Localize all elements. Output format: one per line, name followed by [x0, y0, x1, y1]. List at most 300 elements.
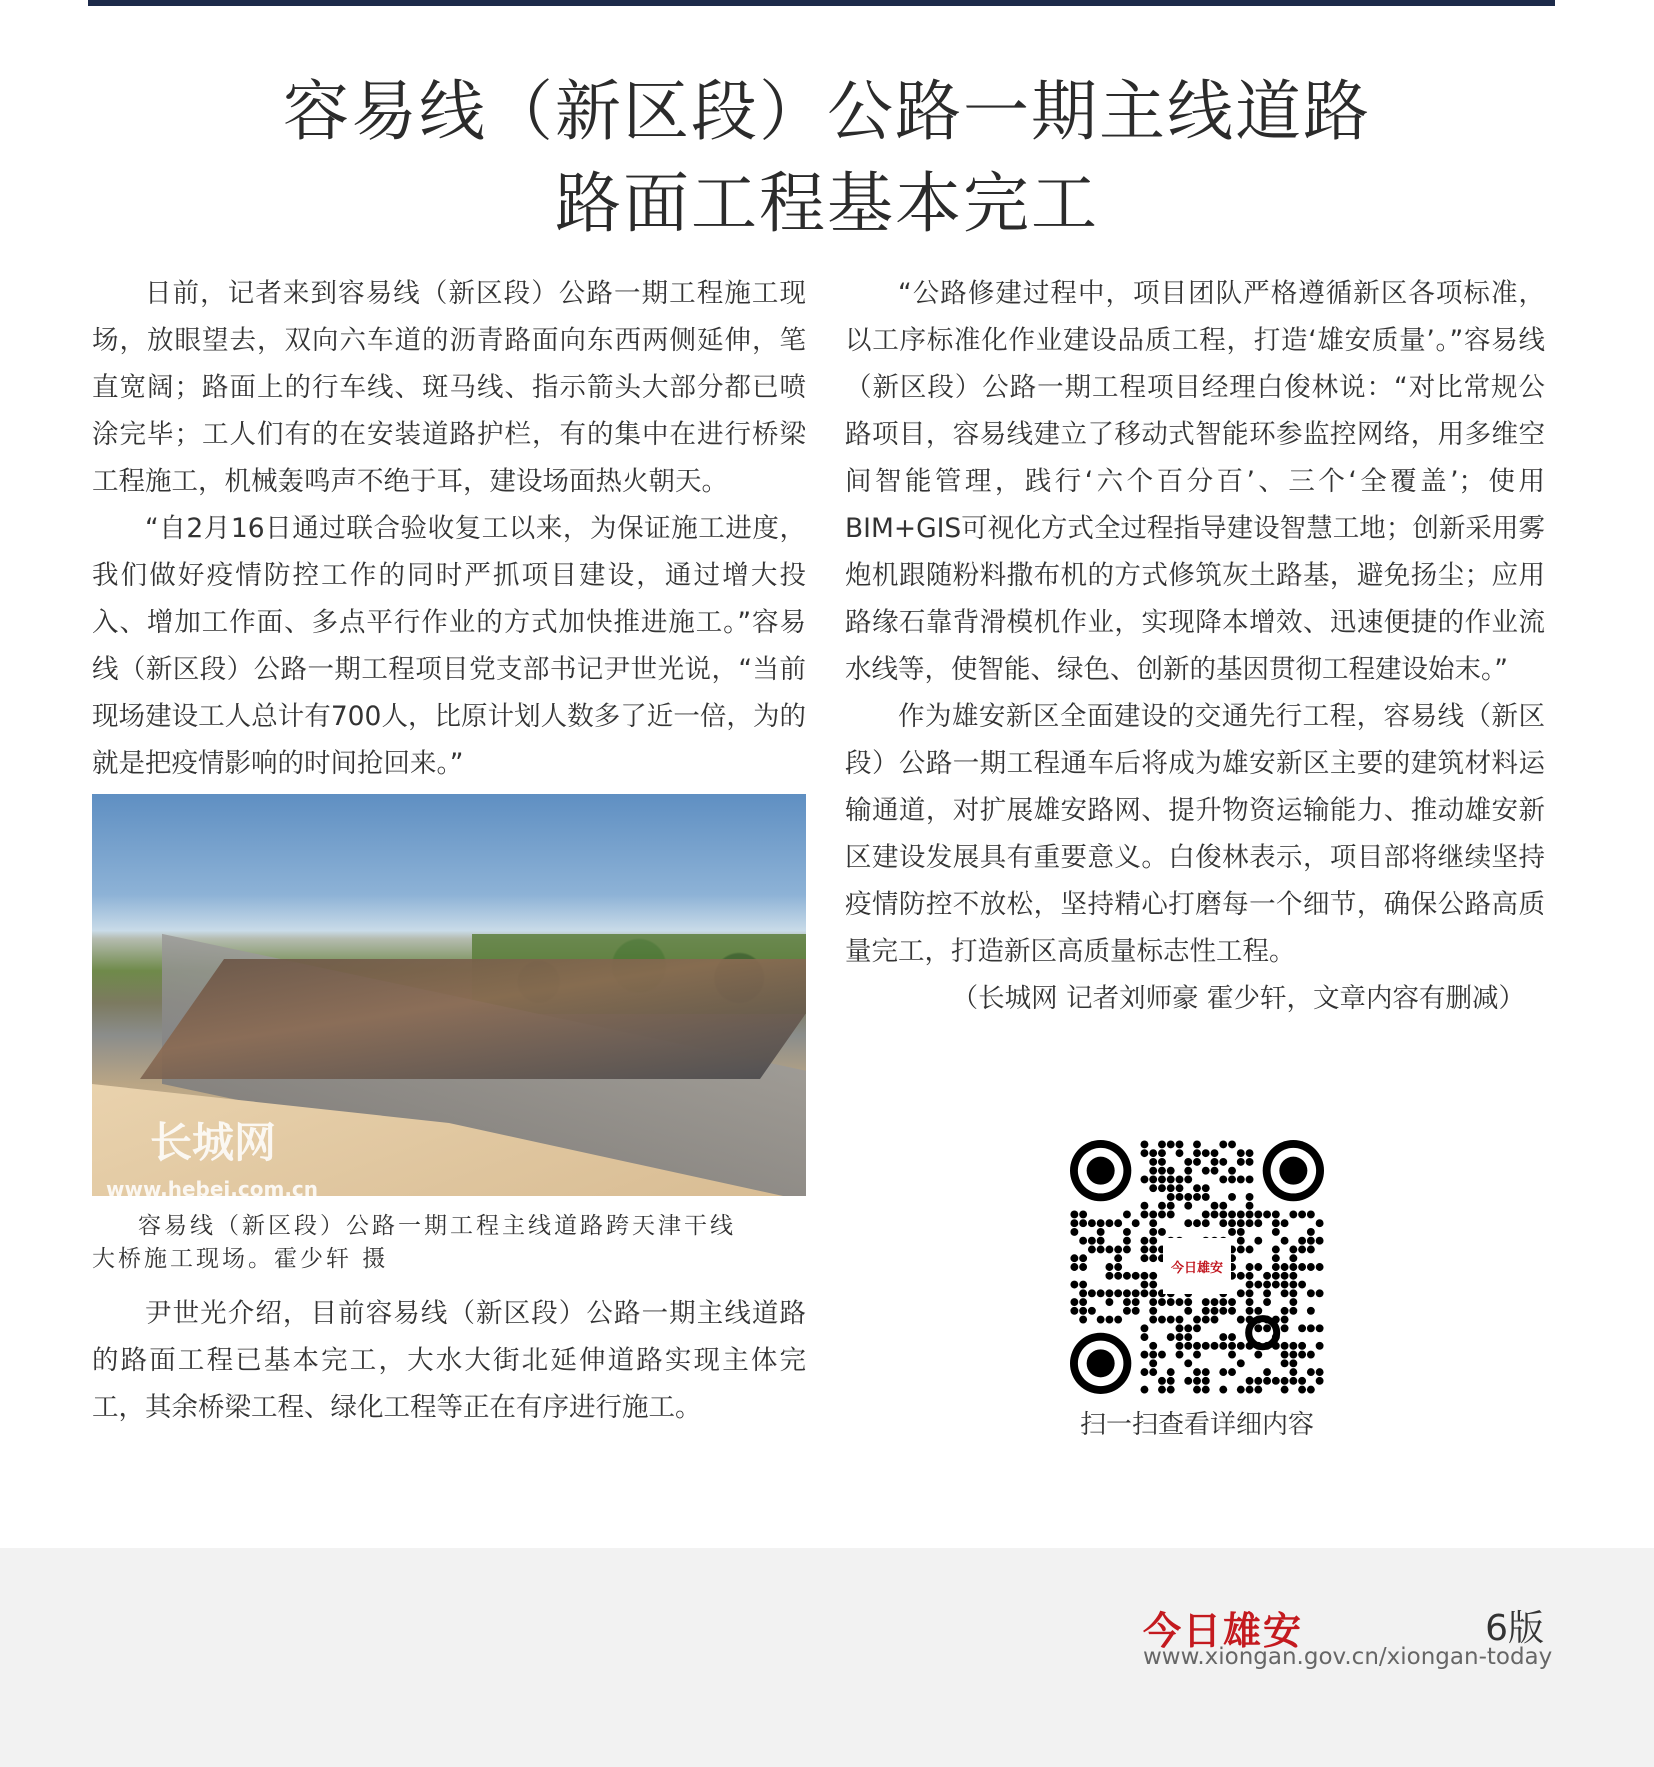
qr-module [1289, 1263, 1297, 1271]
top-rule [88, 0, 1555, 6]
photo-bridge-deck [140, 959, 806, 1079]
qr-module [1141, 1149, 1149, 1157]
qr-module [1176, 1140, 1184, 1148]
qr-module [1184, 1333, 1192, 1341]
qr-module [1211, 1316, 1219, 1324]
qr-module [1176, 1175, 1184, 1183]
qr-module [1263, 1298, 1271, 1306]
qr-module [1176, 1316, 1184, 1324]
qr-module [1254, 1219, 1262, 1227]
qr-module [1141, 1333, 1149, 1341]
qr-module [1298, 1211, 1306, 1219]
qr-module [1211, 1298, 1219, 1306]
qr-module [1263, 1272, 1271, 1280]
qr-module [1316, 1377, 1324, 1385]
qr-module [1070, 1228, 1078, 1236]
qr-module [1123, 1228, 1131, 1236]
paragraph: “公路修建过程中，项目团队严格遵循新区各项标准，以工序标准化作业建设品质工程，打造‘雄安质量’。”容易线（新区段）公路一期工程项目经理白俊林说：“对比常规公路项目，容易线建立了移动式智能环参监控网络，用多维空间智能管理，践行‘六个百分百’、三个‘全覆盖’；使用BIM+GIS可视化方式全过程指导建设智慧工地；创新采用雾炮机跟随粉料撒布机的方式修筑灰土路基，避免扬尘；应用路缘石靠背滑模机作业，实现降本增效、迅速便捷的作业流水线等，使智能、绿色、创新的基因贯彻工程建设始末。” [845, 278, 1545, 685]
qr-module [1193, 1193, 1201, 1201]
qr-module [1289, 1342, 1297, 1350]
qr-module [1141, 1202, 1149, 1210]
qr-module [1298, 1377, 1306, 1385]
qr-module [1123, 1307, 1131, 1315]
qr-module [1184, 1219, 1192, 1227]
qr-module [1167, 1316, 1175, 1324]
paragraph: 尹世光介绍，目前容易线（新区段）公路一期主线道路的路面工程已基本完工，大水大街北延伸道路实现主体完工，其余桥梁工程、绿化工程等正在有序进行施工。 [92, 1298, 806, 1423]
qr-module [1281, 1219, 1289, 1227]
qr-module [1246, 1219, 1254, 1227]
qr-module [1141, 1281, 1149, 1289]
watermark-logo: 长城网 [150, 1118, 277, 1167]
qr-module [1246, 1289, 1254, 1297]
qr-module [1079, 1237, 1087, 1245]
qr-module [1158, 1211, 1166, 1219]
qr-module [1254, 1237, 1262, 1245]
qr-module [1202, 1219, 1210, 1227]
qr-module [1079, 1263, 1087, 1271]
qr-module [1158, 1377, 1166, 1385]
qr-module [1281, 1281, 1289, 1289]
qr-module [1289, 1307, 1297, 1315]
caption-line-1: 容易线（新区段）公路一期工程主线道路跨天津干线 [138, 1213, 736, 1239]
qr-module [1149, 1219, 1157, 1227]
qr-module [1281, 1237, 1289, 1245]
qr-module [1123, 1246, 1131, 1254]
qr-module [1228, 1193, 1236, 1201]
qr-module [1167, 1368, 1175, 1376]
qr-module [1167, 1333, 1175, 1341]
qr-module [1070, 1219, 1078, 1227]
qr-module [1158, 1351, 1166, 1359]
qr-module [1246, 1158, 1254, 1166]
qr-module [1114, 1263, 1122, 1271]
qr-module [1184, 1324, 1192, 1332]
qr-module [1193, 1324, 1201, 1332]
qr-module [1141, 1246, 1149, 1254]
qr-module [1254, 1307, 1262, 1315]
qr-module [1316, 1342, 1324, 1350]
qr-module [1272, 1377, 1280, 1385]
qr-module [1149, 1175, 1157, 1183]
qr-module [1307, 1351, 1315, 1359]
qr-module [1105, 1289, 1113, 1297]
qr-module [1289, 1289, 1297, 1297]
qr-module [1149, 1298, 1157, 1306]
qr-module [1228, 1167, 1236, 1175]
qr-module [1079, 1254, 1087, 1262]
qr-module [1167, 1386, 1175, 1394]
qr-module [1272, 1254, 1280, 1262]
qr-module [1167, 1175, 1175, 1183]
qr-module [1254, 1351, 1262, 1359]
qr-module [1167, 1211, 1175, 1219]
qr-module [1158, 1140, 1166, 1148]
qr-module [1307, 1324, 1315, 1332]
qr-module [1246, 1386, 1254, 1394]
qr-module [1289, 1281, 1297, 1289]
qr-module [1228, 1175, 1236, 1183]
qr-module [1193, 1342, 1201, 1350]
qr-module [1219, 1158, 1227, 1166]
qr-module [1211, 1149, 1219, 1157]
qr-module [1132, 1298, 1140, 1306]
qr-module [1289, 1246, 1297, 1254]
qr-module [1193, 1184, 1201, 1192]
qr-module [1149, 1359, 1157, 1367]
photo-caption [92, 1210, 806, 1276]
qr-module [1316, 1237, 1324, 1245]
qr-finder-pattern [1279, 1157, 1307, 1185]
qr-module [1176, 1351, 1184, 1359]
qr-module [1237, 1158, 1245, 1166]
qr-module [1246, 1263, 1254, 1271]
headline-line-1: 容易线（新区段）公路一期主线道路 [283, 73, 1371, 150]
qr-module [1158, 1149, 1166, 1157]
qr-module [1149, 1246, 1157, 1254]
qr-module [1132, 1219, 1140, 1227]
qr-module [1193, 1316, 1201, 1324]
qr-module [1228, 1351, 1236, 1359]
footer-url[interactable]: www.xiongan.gov.cn/xiongan-today [1143, 1644, 1553, 1670]
qr-module [1246, 1193, 1254, 1201]
qr-module [1088, 1307, 1096, 1315]
page-number: 6版 [1485, 1608, 1544, 1649]
qr-module [1167, 1184, 1175, 1192]
qr-module [1202, 1298, 1210, 1306]
qr-module [1141, 1254, 1149, 1262]
qr-module [1097, 1316, 1105, 1324]
qr-module [1184, 1158, 1192, 1166]
qr-module [1149, 1281, 1157, 1289]
qr-module [1219, 1211, 1227, 1219]
qr-module [1246, 1211, 1254, 1219]
qr-module [1158, 1167, 1166, 1175]
qr-module [1307, 1263, 1315, 1271]
qr-module [1246, 1272, 1254, 1280]
article-source: （长城网 记者刘师豪 霍少轩，文章内容有删减） [951, 983, 1525, 1014]
qr-module [1246, 1246, 1254, 1254]
qr-module [1149, 1351, 1157, 1359]
qr-module [1281, 1359, 1289, 1367]
qr-module [1167, 1167, 1175, 1175]
qr-module [1105, 1263, 1113, 1271]
qr-module [1158, 1184, 1166, 1192]
qr-module [1316, 1324, 1324, 1332]
qr-module [1237, 1175, 1245, 1183]
qr-module [1079, 1316, 1087, 1324]
qr-module [1088, 1237, 1096, 1245]
qr-module [1184, 1342, 1192, 1350]
qr-module [1202, 1149, 1210, 1157]
qr-module [1079, 1211, 1087, 1219]
qr-module [1070, 1281, 1078, 1289]
qr-module [1298, 1263, 1306, 1271]
qr-module [1123, 1289, 1131, 1297]
qr-module [1228, 1368, 1236, 1376]
qr-module [1149, 1272, 1157, 1280]
qr-module [1149, 1316, 1157, 1324]
qr-module [1167, 1298, 1175, 1306]
qr-module [1316, 1289, 1324, 1297]
qr-module [1193, 1368, 1201, 1376]
qr-finder-pattern [1087, 1157, 1115, 1185]
qr-module [1307, 1237, 1315, 1245]
qr-module [1097, 1228, 1105, 1236]
qr-module [1246, 1202, 1254, 1210]
qr-module [1141, 1289, 1149, 1297]
qr-module [1263, 1281, 1271, 1289]
qr-module [1158, 1175, 1166, 1183]
qr-module [1079, 1307, 1087, 1315]
qr-module [1211, 1158, 1219, 1166]
qr-module [1149, 1228, 1157, 1236]
qr-module [1149, 1342, 1157, 1350]
qr-module [1246, 1298, 1254, 1306]
qr-module [1289, 1298, 1297, 1306]
qr-module [1237, 1386, 1245, 1394]
qr-module [1254, 1377, 1262, 1385]
qr-module [1289, 1359, 1297, 1367]
paragraph: “自2月16日通过联合验收复工以来，为保证施工进度，我们做好疫情防控工作的同时严抓项目建设，通过增大投入、增加工作面、多点平行作业的方式加快推进施工。”容易线（新区段）公路一期工程项目党支部书记尹世光说，“当前现场建设工人总计有700人，比原计划人数多了近一倍，为的就是把疫情影响的时间抢回来。” [92, 513, 806, 779]
qr-module [1237, 1289, 1245, 1297]
qr-module [1079, 1219, 1087, 1227]
qr-module [1228, 1211, 1236, 1219]
qr-module [1167, 1193, 1175, 1201]
qr-module [1307, 1386, 1315, 1394]
qr-module [1184, 1193, 1192, 1201]
qr-module [1289, 1211, 1297, 1219]
qr-module [1211, 1307, 1219, 1315]
qr-module [1289, 1377, 1297, 1385]
qr-module [1254, 1211, 1262, 1219]
qr-module [1219, 1202, 1227, 1210]
qr-module [1132, 1272, 1140, 1280]
qr-module [1184, 1175, 1192, 1183]
qr-center-logo: 今日雄安 [1163, 1238, 1231, 1294]
qr-module [1079, 1281, 1087, 1289]
qr-module [1167, 1140, 1175, 1148]
paragraph: 日前，记者来到容易线（新区段）公路一期工程施工现场，放眼望去，双向六车道的沥青路面向东西两侧延伸，笔直宽阔；路面上的行车线、斑马线、指示箭头大部分都已喷涂完毕；工人们有的在安装道路护栏，有的集中在进行桥梁工程施工，机械轰鸣声不绝于耳，建设场面热火朝天。 [92, 278, 806, 497]
qr-module [1211, 1211, 1219, 1219]
qr-module [1070, 1307, 1078, 1315]
qr-module [1149, 1254, 1157, 1262]
qr-module [1193, 1149, 1201, 1157]
qr-module [1254, 1263, 1262, 1271]
qr-module [1316, 1219, 1324, 1227]
qr-module [1211, 1167, 1219, 1175]
qr-module [1105, 1298, 1113, 1306]
qr-module [1202, 1167, 1210, 1175]
qr-module [1281, 1377, 1289, 1385]
caption-line-2: 大桥施工现场。霍少轩 摄 [92, 1246, 389, 1272]
qr-module [1088, 1246, 1096, 1254]
qr-module [1281, 1316, 1289, 1324]
paragraph: 作为雄安新区全面建设的交通先行工程，容易线（新区段）公路一期工程通车后将成为雄安新区主要的建筑材料运输通道，对扩展雄安路网、提升物资运输能力、推动雄安新区建设发展具有重要意义。白俊林表示，项目部将继续坚持疫情防控不放松，坚持精心打磨每一个细节，确保公路高质量完工，打造新区高质量标志性工程。 [845, 701, 1545, 967]
qr-module [1281, 1307, 1289, 1315]
qr-module [1176, 1298, 1184, 1306]
qr-module [1219, 1298, 1227, 1306]
qr-module [1097, 1289, 1105, 1297]
qr-module [1211, 1342, 1219, 1350]
qr-module [1237, 1219, 1245, 1227]
qr-module [1298, 1386, 1306, 1394]
qr-module [1114, 1246, 1122, 1254]
qr-module [1141, 1140, 1149, 1148]
qr-module [1263, 1324, 1271, 1332]
qr-module [1167, 1377, 1175, 1385]
qr-module [1141, 1368, 1149, 1376]
qr-label: 扫一扫查看详细内容 [1079, 1410, 1314, 1440]
qr-module [1158, 1298, 1166, 1306]
qr-module [1158, 1228, 1166, 1236]
construction-photo [92, 794, 806, 1196]
qr-module [1263, 1377, 1271, 1385]
qr-module [1307, 1289, 1315, 1297]
qr-module [1237, 1246, 1245, 1254]
qr-module [1184, 1359, 1192, 1367]
qr-module [1246, 1281, 1254, 1289]
qr-module [1141, 1272, 1149, 1280]
qr-module [1272, 1272, 1280, 1280]
qr-module [1289, 1368, 1297, 1376]
qr-module [1307, 1307, 1315, 1315]
qr-module [1281, 1263, 1289, 1271]
qr-module [1141, 1351, 1149, 1359]
qr-module [1176, 1324, 1184, 1332]
qr-module [1193, 1219, 1201, 1227]
qr-module [1149, 1167, 1157, 1175]
qr-module [1149, 1184, 1157, 1192]
qr-module [1114, 1219, 1122, 1227]
qr-module [1132, 1289, 1140, 1297]
qr-module [1184, 1298, 1192, 1306]
qr-module [1316, 1368, 1324, 1376]
qr-module [1272, 1281, 1280, 1289]
qr-module [1307, 1211, 1315, 1219]
qr-module [1228, 1333, 1236, 1341]
qr-module [1316, 1263, 1324, 1271]
qr-module [1254, 1324, 1262, 1332]
qr-module [1141, 1175, 1149, 1183]
qr-module [1176, 1193, 1184, 1201]
qr-module [1228, 1219, 1236, 1227]
qr-module [1298, 1351, 1306, 1359]
qr-module [1193, 1158, 1201, 1166]
qr-module [1158, 1158, 1166, 1166]
qr-module [1149, 1149, 1157, 1157]
watermark-url: www.hebei.com.cn [106, 1177, 319, 1196]
qr-module [1097, 1246, 1105, 1254]
qr-module [1281, 1342, 1289, 1350]
qr-module [1272, 1246, 1280, 1254]
qr-module [1149, 1289, 1157, 1297]
qr-module [1123, 1237, 1131, 1245]
qr-module [1193, 1351, 1201, 1359]
qr-module [1149, 1307, 1157, 1315]
qr-module [1141, 1386, 1149, 1394]
qr-module [1132, 1307, 1140, 1315]
qr-module [1167, 1202, 1175, 1210]
qr-module [1105, 1246, 1113, 1254]
qr-module [1149, 1211, 1157, 1219]
qr-module [1158, 1316, 1166, 1324]
qr-module [1237, 1211, 1245, 1219]
qr-module [1254, 1281, 1262, 1289]
qr-module [1228, 1298, 1236, 1306]
footer-logo: 今日雄安 [1143, 1608, 1304, 1653]
qr-module [1149, 1368, 1157, 1376]
qr-module [1211, 1202, 1219, 1210]
qr-module [1070, 1254, 1078, 1262]
left-column [92, 270, 806, 1431]
qr-module [1219, 1175, 1227, 1183]
qr-module [1281, 1289, 1289, 1297]
qr-module [1228, 1140, 1236, 1148]
headline-line-2: 路面工程基本完工 [555, 165, 1099, 242]
qr-module [1307, 1246, 1315, 1254]
qr-module [1219, 1333, 1227, 1341]
qr-module [1263, 1211, 1271, 1219]
qr-module [1298, 1246, 1306, 1254]
qr-module [1184, 1307, 1192, 1315]
qr-module [1149, 1158, 1157, 1166]
qr-module [1307, 1368, 1315, 1376]
qr-module [1263, 1368, 1271, 1376]
qr-module [1263, 1289, 1271, 1297]
qr-module [1237, 1359, 1245, 1367]
qr-module [1184, 1377, 1192, 1385]
qr-module [1176, 1184, 1184, 1192]
qr-alignment-pattern [1249, 1319, 1277, 1347]
qr-module [1246, 1149, 1254, 1157]
qr-module [1088, 1289, 1096, 1297]
qr-module [1237, 1316, 1245, 1324]
qr-module [1123, 1272, 1131, 1280]
qr-module [1141, 1324, 1149, 1332]
qr-module [1298, 1324, 1306, 1332]
qr-module [1228, 1342, 1236, 1350]
qr-module [1298, 1281, 1306, 1289]
qr-module [1105, 1272, 1113, 1280]
qr-module [1272, 1228, 1280, 1236]
qr-module [1114, 1272, 1122, 1280]
qr-module [1141, 1237, 1149, 1245]
qr-module [1105, 1316, 1113, 1324]
qr-module [1158, 1202, 1166, 1210]
qr-module [1202, 1184, 1210, 1192]
qr-module [1219, 1368, 1227, 1376]
qr-module [1105, 1219, 1113, 1227]
qr-module [1237, 1342, 1245, 1350]
qr-module [1281, 1272, 1289, 1280]
qr-module [1219, 1140, 1227, 1148]
qr-module [1202, 1316, 1210, 1324]
qr-module [1079, 1289, 1087, 1297]
qr-module [1246, 1307, 1254, 1315]
qr-module [1202, 1386, 1210, 1394]
qr-module [1281, 1386, 1289, 1394]
qr-module [1158, 1386, 1166, 1394]
right-column [845, 270, 1545, 1022]
qr-module [1141, 1211, 1149, 1219]
qr-module [1281, 1324, 1289, 1332]
qr-module [1281, 1351, 1289, 1359]
qr-module [1237, 1237, 1245, 1245]
qr-module [1289, 1272, 1297, 1280]
qr-module [1079, 1298, 1087, 1306]
qr-module [1246, 1175, 1254, 1183]
qr-module [1114, 1316, 1122, 1324]
